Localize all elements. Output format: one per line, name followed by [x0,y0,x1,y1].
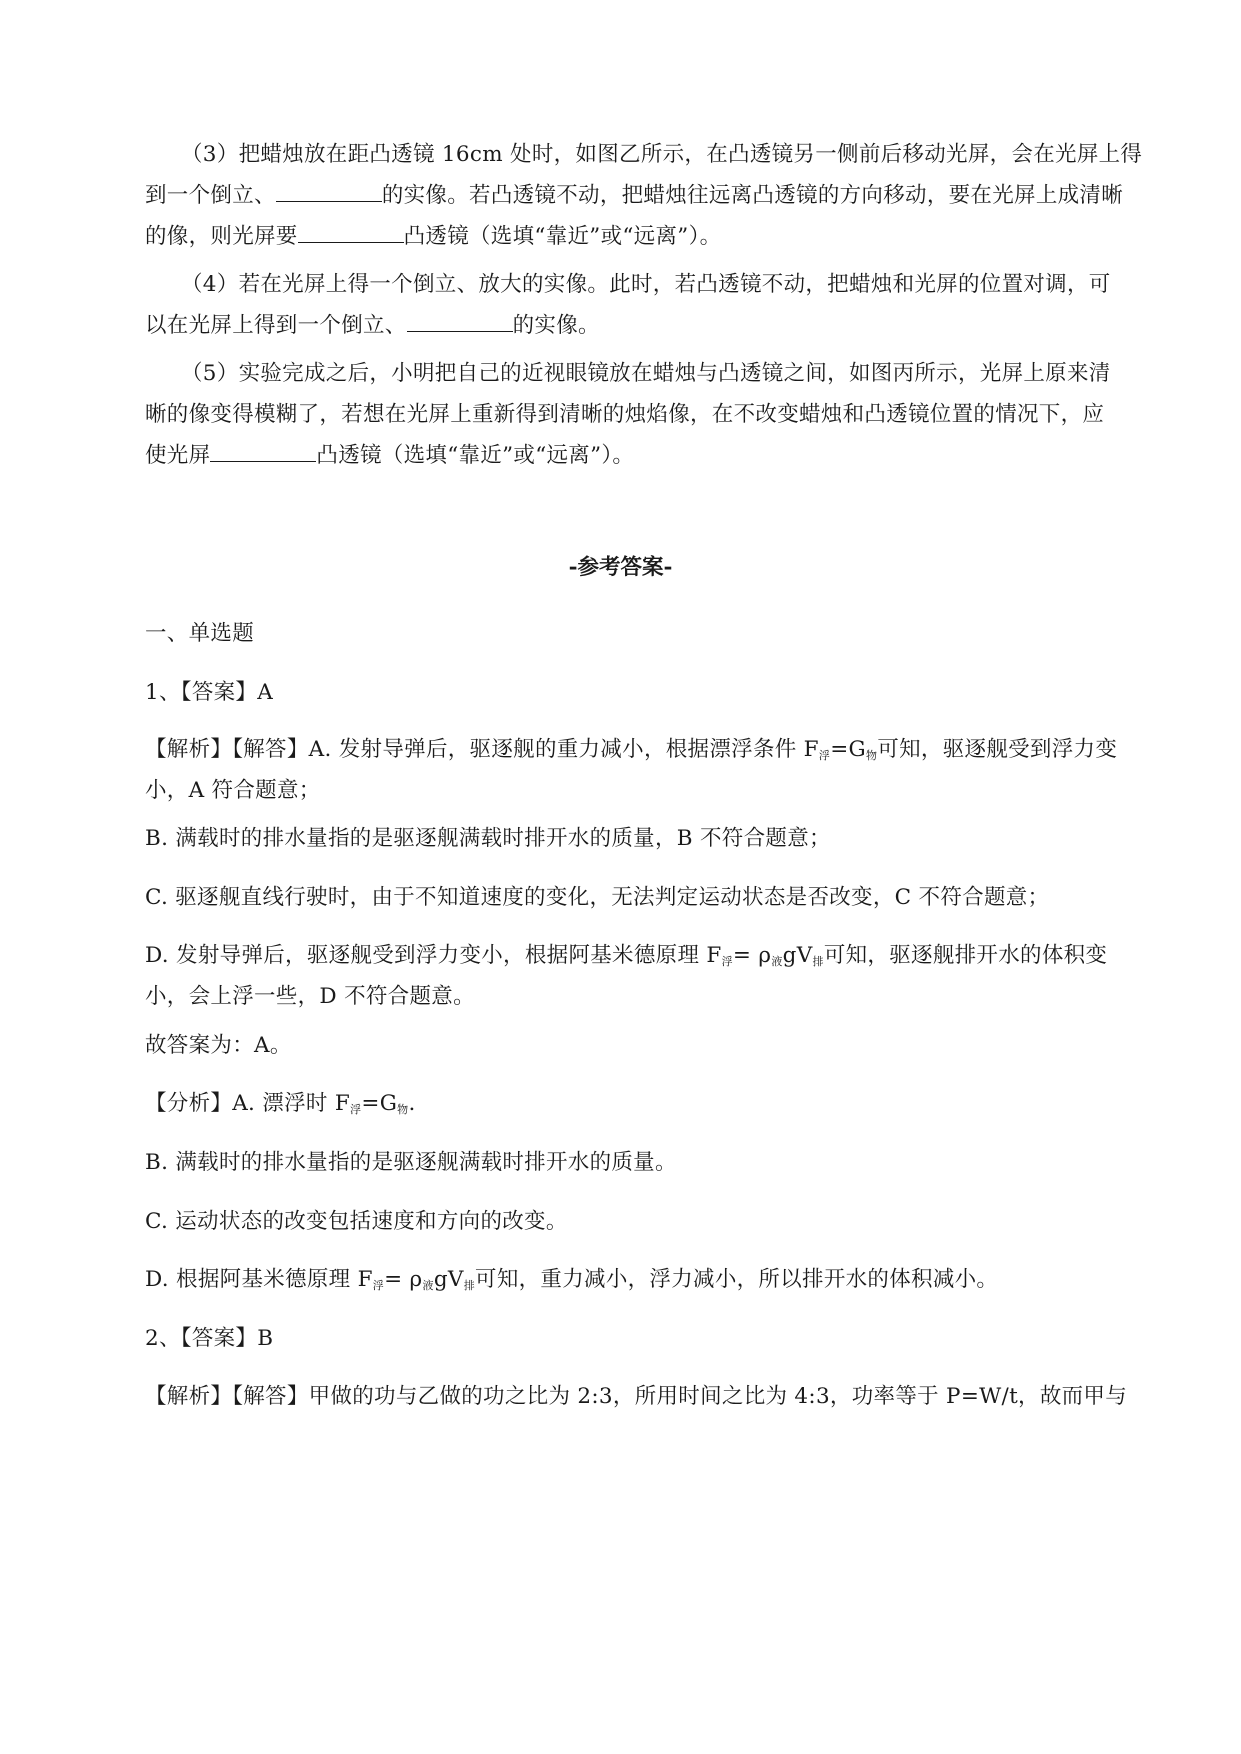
analysis-a: 【分析】A. 漂浮时 $F_浮=G_物$. [145,1091,416,1116]
answer-2-label: 2、【答案】B [145,1326,274,1351]
answer-2-explanation: 【解析】【解答】甲做的功与乙做的功之比为 2:3，所用时间之比为 4:3，功率等于 P=W/t，故而甲与 [145,1384,1128,1409]
q4-line-2: 以在光屏上得到一个倒立、 的实像。 [145,305,1150,346]
q4-line-1: （4）若在光屏上得一个倒立、放大的实像。此时，若凸透镜不动，把蜡烛和光屏的位置对调，可 [181,272,1111,297]
answer-blank[interactable] [276,177,382,202]
q3-line-2: 到一个倒立、 的实像。若凸透镜不动，把蜡烛往远离凸透镜的方向移动，要在光屏上成清晰 [145,175,1150,216]
answer-blank[interactable] [298,218,404,243]
answer-1-explanation [145,729,1150,811]
answer-blank[interactable] [407,307,513,332]
answers-title: -参考答案- [568,555,673,580]
q5-line-2: 晰的像变得模糊了，若想在光屏上重新得到清晰的烛焰像，在不改变蜡烛和凸透镜位置的情况下，应 [145,402,1105,427]
option-b-explanation: B. 满载时的排水量指的是驱逐舰满载时排开水的质量，B 不符合题意； [145,826,831,851]
q5-line-3: 使光屏 凸透镜（选填“靠近”或“远离”）。 [145,435,1150,476]
analysis-c: C. 运动状态的改变包括速度和方向的改变。 [145,1209,568,1234]
question-4 [145,264,1150,346]
question-3 [145,134,1150,257]
analysis-b: B. 满载时的排水量指的是驱逐舰满载时排开水的质量。 [145,1150,677,1175]
answer-blank[interactable] [210,437,316,462]
q3-line-1: （3）把蜡烛放在距凸透镜 16cm 处时，如图乙所示，在凸透镜另一侧前后移动光屏，会在光屏上得 [181,142,1143,167]
q3-line-3: 的像，则光屏要 凸透镜（选填“靠近”或“远离”）。 [145,216,1150,257]
option-c-explanation: C. 驱逐舰直线行驶时，由于不知道速度的变化，无法判定运动状态是否改变，C 不符合题意； [145,885,1050,910]
question-5 [145,353,1150,476]
conclusion: 故答案为：A。 [145,1033,292,1058]
exp-line-1: 【解析】【解答】A. 发射导弹后，驱逐舰的重力减小，根据漂浮条件 $F_浮=G_物$可知，驱逐舰受到浮力变 [145,737,1118,762]
q5-line-1: （5）实验完成之后，小明把自己的近视眼镜放在蜡烛与凸透镜之间，如图丙所示，光屏上原来清 [181,361,1111,386]
option-d-explanation [145,935,1150,1017]
d-line-1: D. 发射导弹后，驱逐舰受到浮力变小，根据阿基米德原理 $F_浮= \rho_液gV_排$可知，驱逐舰排开水的体积变 [145,943,1108,968]
analysis-d: D. 根据阿基米德原理 $F_浮= \rho_液gV_排$可知，重力减小，浮力减小，所以排开水的体积减小。 [145,1267,999,1292]
answer-1-label: 1、【答案】A [145,680,274,705]
d-line-2: 小，会上浮一些，D 不符合题意。 [145,984,475,1009]
exp-line-2: 小，A 符合题意； [145,778,321,803]
section-heading: 一、单选题 [145,621,255,646]
